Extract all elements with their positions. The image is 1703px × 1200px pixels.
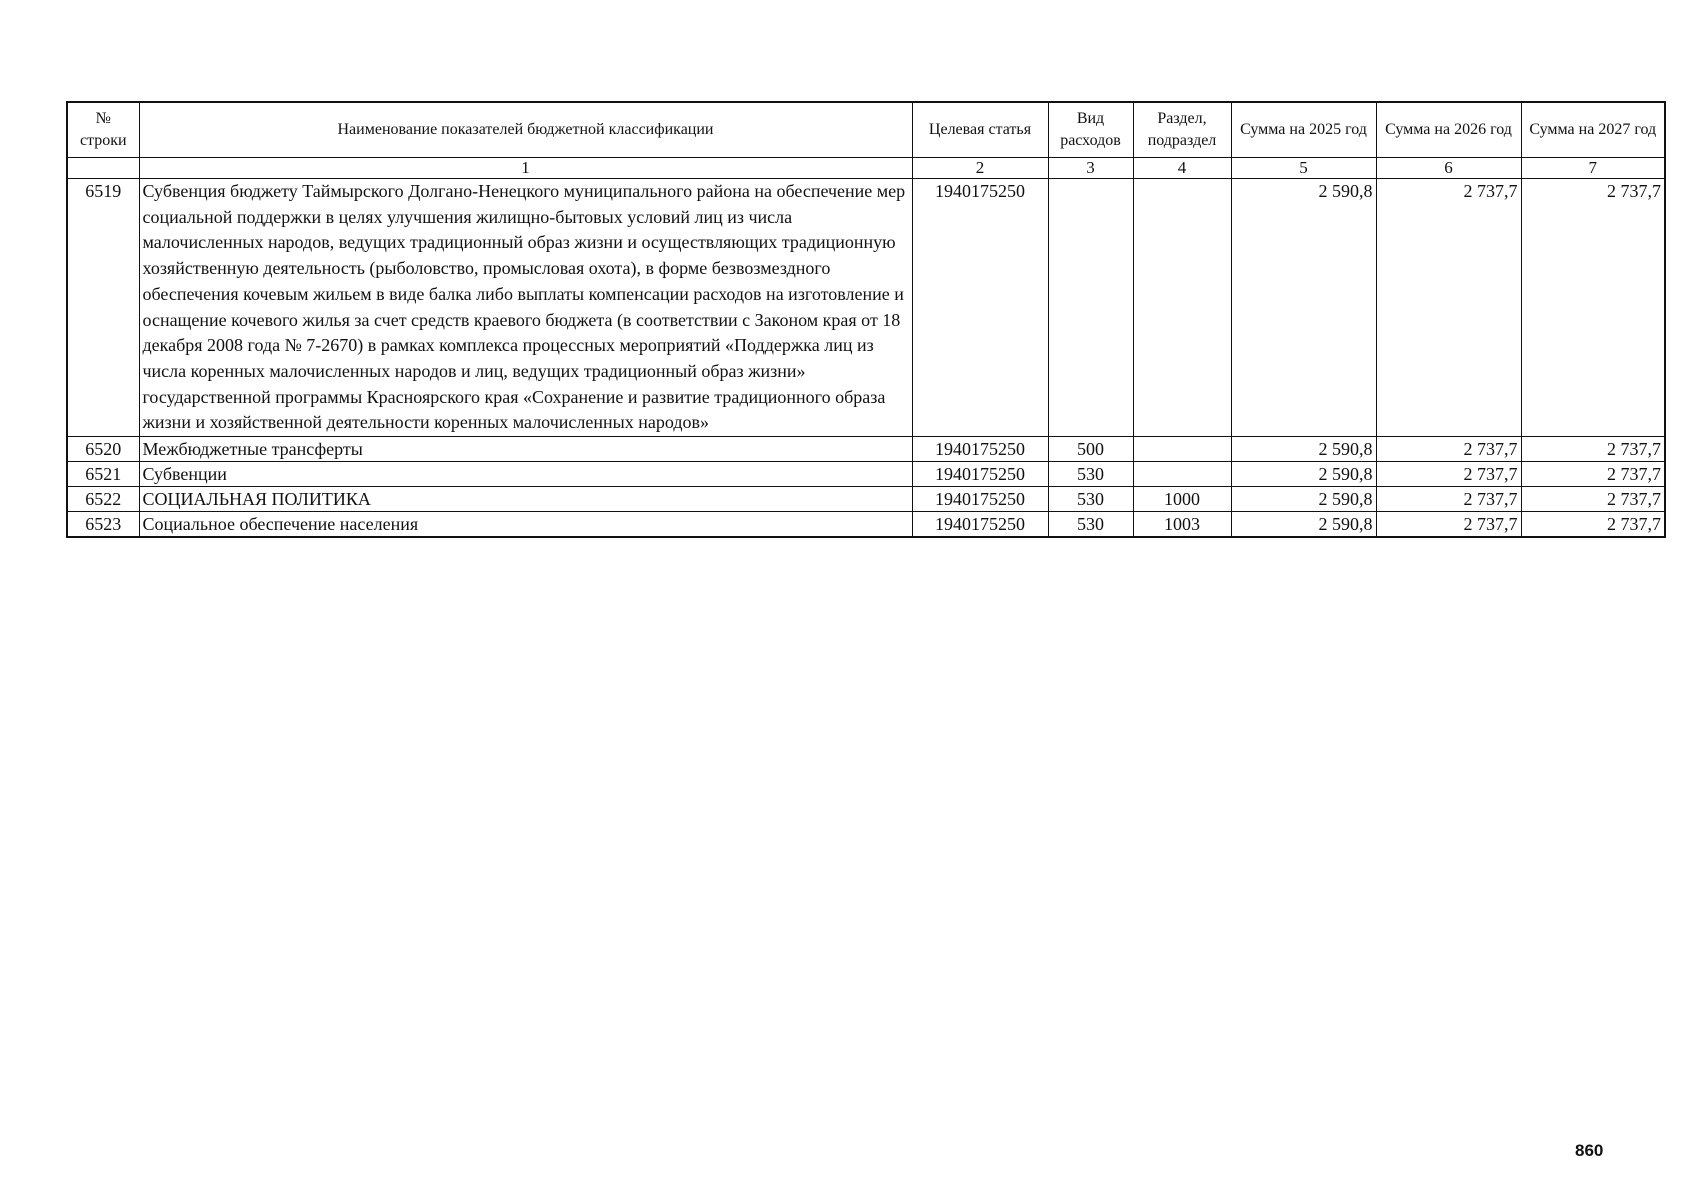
row-sum-2026: 2 737,7 [1376,462,1521,487]
header-sum-2026: Сумма на 2026 год [1376,102,1521,158]
row-name: СОЦИАЛЬНАЯ ПОЛИТИКА [139,487,912,512]
column-number [67,158,139,179]
row-sum-2026: 2 737,7 [1376,437,1521,462]
column-numbers-row [67,158,1665,179]
header-expense-type: Вид расходов [1048,102,1133,158]
row-expense-type: 530 [1048,462,1133,487]
row-section [1133,462,1231,487]
row-name: Межбюджетные трансферты [139,437,912,462]
row-sum-2026: 2 737,7 [1376,179,1521,437]
row-sum-2025: 2 590,8 [1231,487,1376,512]
row-sum-2027: 2 737,7 [1521,512,1665,538]
column-number: 6 [1376,158,1521,179]
row-target-article: 1940175250 [912,487,1048,512]
row-expense-type: 530 [1048,487,1133,512]
header-sum-2025: Сумма на 2025 год [1231,102,1376,158]
row-sum-2025: 2 590,8 [1231,462,1376,487]
row-number: 6522 [67,487,139,512]
header-target-article: Целевая статья [912,102,1048,158]
page-number: 860 [1575,1141,1604,1160]
row-number: 6521 [67,462,139,487]
row-section: 1003 [1133,512,1231,538]
header-section: Раздел, подраздел [1133,102,1231,158]
row-section [1133,179,1231,437]
budget-table [66,101,1666,538]
row-section [1133,437,1231,462]
row-sum-2025: 2 590,8 [1231,179,1376,437]
row-number: 6523 [67,512,139,538]
row-sum-2026: 2 737,7 [1376,487,1521,512]
header-sum-2027: Сумма на 2027 год [1521,102,1665,158]
table-row [67,487,1665,512]
row-sum-2027: 2 737,7 [1521,437,1665,462]
column-number: 5 [1231,158,1376,179]
row-sum-2027: 2 737,7 [1521,487,1665,512]
row-number: 6520 [67,437,139,462]
row-expense-type [1048,179,1133,437]
row-target-article: 1940175250 [912,512,1048,538]
row-sum-2026: 2 737,7 [1376,512,1521,538]
row-sum-2025: 2 590,8 [1231,512,1376,538]
row-section: 1000 [1133,487,1231,512]
column-number: 2 [912,158,1048,179]
row-sum-2027: 2 737,7 [1521,462,1665,487]
table-row [67,512,1665,538]
row-target-article: 1940175250 [912,462,1048,487]
column-number: 7 [1521,158,1665,179]
row-expense-type: 530 [1048,512,1133,538]
table-row [67,179,1665,437]
header-row [67,102,1665,158]
row-target-article: 1940175250 [912,179,1048,437]
row-target-article: 1940175250 [912,437,1048,462]
header-row-no: № строки [67,102,139,158]
table-row [67,462,1665,487]
row-sum-2025: 2 590,8 [1231,437,1376,462]
row-number: 6519 [67,179,139,437]
row-name: Социальное обеспечение населения [139,512,912,538]
table-row [67,437,1665,462]
row-name: Субвенции [139,462,912,487]
row-name: Субвенция бюджету Таймырского Долгано-Ненецкого муниципального района на обеспечение мер социальной поддержки в целях улучшения жилищно-бытовых условий лиц из числа малочисленных народов, ведущих традиционный образ жизни и осуществляющих традиционную хозяйственную деятельность (рыболовство, промысловая охота), в форме безвозмездного обеспечения кочевым жильем в виде балка либо выплаты компенсации расходов на изготовление и оснащение кочевого жилья за счет средств краевого бюджета (в соответствии с Законом края от 18 декабря 2008 года № 7-2670) в рамках комплекса процессных мероприятий «Поддержка лиц из числа коренных малочисленных народов и лиц, ведущих традиционный образ жизни» государственной программы Красноярского края «Сохранение и развитие традиционного образа жизни и хозяйственной деятельности коренных малочисленных народов» [139,179,912,437]
column-number: 3 [1048,158,1133,179]
header-name: Наименование показателей бюджетной классификации [139,102,912,158]
row-sum-2027: 2 737,7 [1521,179,1665,437]
row-expense-type: 500 [1048,437,1133,462]
column-number: 4 [1133,158,1231,179]
column-number: 1 [139,158,912,179]
